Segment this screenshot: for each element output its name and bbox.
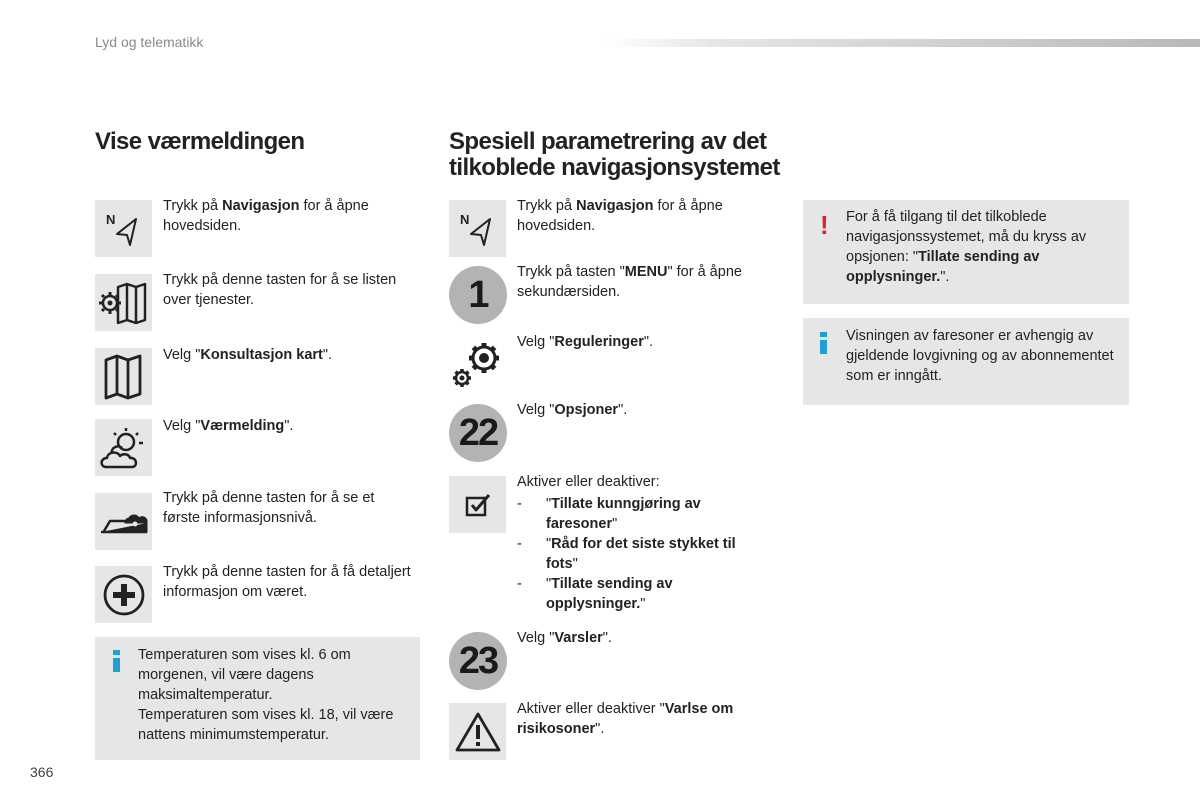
navigation-icon xyxy=(95,200,152,257)
list-item: - "Tillate sending av opplysninger." xyxy=(517,576,673,612)
temperature-note-text: Temperaturen som vises kl. 6 om morgenen, vil være dagens maksimaltemperatur. Temperaturen som vises kl. 18, vil være nattens minimumstemperatur. xyxy=(138,647,394,743)
svg-text:N: N xyxy=(459,211,469,227)
list-item: - "Råd for det siste stykket til fots" xyxy=(517,536,736,572)
section-header: Lyd og telematikk xyxy=(95,34,204,50)
step-badge-23: 23 xyxy=(449,632,507,690)
navigation-icon xyxy=(449,200,506,257)
left-step-5-text: Trykk på denne tasten for å se et første informasjonsnivå. xyxy=(163,490,375,526)
services-map-icon xyxy=(95,274,152,331)
middle-step-6-text: Velg "Varsler". xyxy=(517,630,612,646)
svg-text:N: N xyxy=(105,211,115,227)
middle-step-1-text: Trykk på Navigasjon for å åpne hovedsiden. xyxy=(517,198,723,234)
plus-circle-icon[interactable] xyxy=(95,566,152,623)
step-badge-22: 22 xyxy=(449,404,507,462)
page-number: 366 xyxy=(30,764,54,780)
middle-step-5-block xyxy=(517,472,762,614)
warning-triangle-icon xyxy=(449,703,506,760)
weather-level-icon xyxy=(95,493,152,550)
weather-icon xyxy=(95,419,152,476)
header-gradient-bar xyxy=(605,39,1200,47)
info-note-text: Visningen av faresoner er avhengig av gjeldende lovgivning og av abonnementet som er inngått. xyxy=(846,328,1114,384)
toggle-intro-text: Aktiver eller deaktiver: xyxy=(517,474,660,490)
exclamation-icon: ! xyxy=(820,210,829,240)
left-title: Vise værmeldingen xyxy=(95,128,305,155)
middle-step-4-text: Velg "Opsjoner". xyxy=(517,402,628,418)
middle-step-2-text: Trykk på tasten "MENU" for å åpne sekundærsiden. xyxy=(517,264,742,300)
middle-title: Spesiell parametrering av det tilkoblede navigasjonsystemet xyxy=(449,128,780,181)
settings-gears-icon xyxy=(449,334,509,394)
warning-note-text: For å få tilgang til det tilkoblede navigasjonssystemet, må du kryss av opsjonen: "Tillate sending av opplysninger.". xyxy=(846,209,1087,285)
step-badge-1: 1 xyxy=(449,266,507,324)
left-step-4-text: Velg "Værmelding". xyxy=(163,418,294,434)
left-step-3-text: Velg "Konsultasjon kart". xyxy=(163,347,333,363)
middle-step-7-text: Aktiver eller deaktiver "Varlse om risikosoner". xyxy=(517,701,734,737)
info-icon xyxy=(113,650,120,672)
checkbox-icon[interactable] xyxy=(449,476,506,533)
left-step-2-text: Trykk på denne tasten for å se listen over tjenester. xyxy=(163,272,397,308)
list-item: - "Tillate kunngjøring av faresoner" xyxy=(517,496,701,532)
left-step-1-text: Trykk på Navigasjon for å åpne hovedsiden. xyxy=(163,198,369,234)
left-step-6-text: Trykk på denne tasten for å få detaljert informasjon om været. xyxy=(163,564,411,600)
info-icon xyxy=(820,332,827,354)
map-icon xyxy=(95,348,152,405)
middle-step-3-text: Velg "Reguleringer". xyxy=(517,334,654,350)
